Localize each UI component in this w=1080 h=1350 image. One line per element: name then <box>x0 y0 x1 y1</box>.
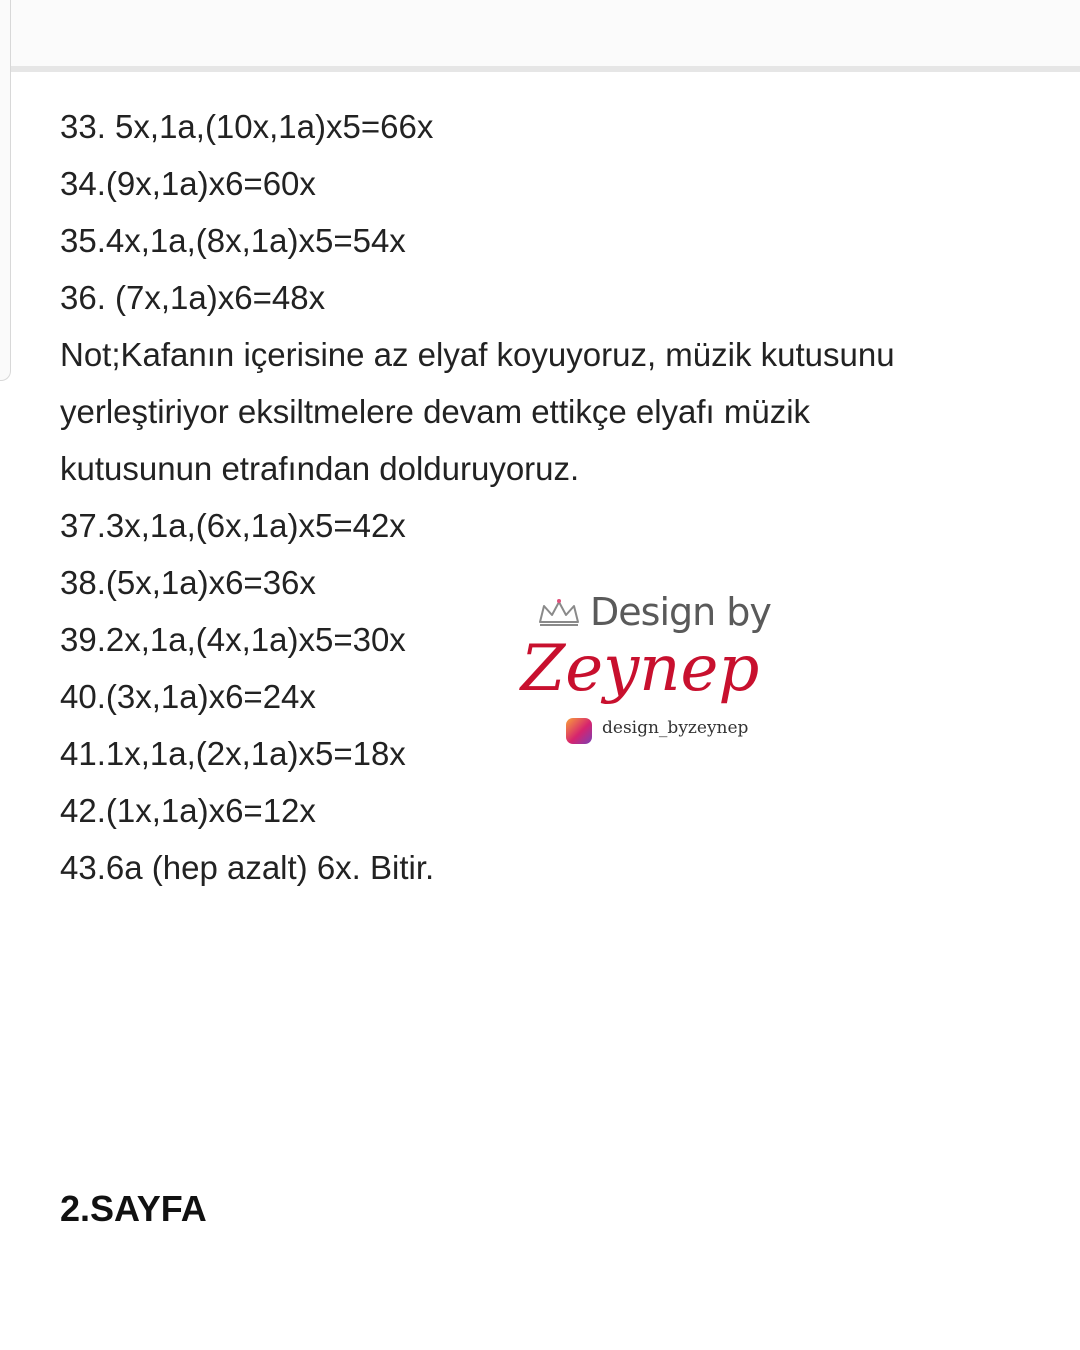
pattern-line: 41.1x,1a,(2x,1a)x5=18x <box>60 735 406 772</box>
note-line: yerleştiriyor eksiltmelere devam ettikçe elyafı müzik <box>60 393 811 430</box>
top-bar <box>0 0 1080 66</box>
pattern-line: 40.(3x,1a)x6=24x <box>60 678 316 715</box>
left-edge-panel <box>0 0 11 381</box>
page-label: 2.SAYFA <box>60 1188 207 1229</box>
watermark-logo <box>510 590 780 750</box>
pattern-line: 43.6a (hep azalt) 6x. Bitir. <box>60 849 435 886</box>
note-line: kutusunun etrafından dolduruyoruz. <box>60 450 580 487</box>
top-divider <box>0 66 1080 72</box>
instagram-icon <box>566 718 592 744</box>
pattern-line: 34.(9x,1a)x6=60x <box>60 165 316 202</box>
pattern-line: 33. 5x,1a,(10x,1a)x5=66x <box>60 108 434 145</box>
watermark-prefix: Design by <box>590 590 771 634</box>
svg-text:Zeynep: Zeynep <box>520 632 760 706</box>
pattern-line: 38.(5x,1a)x6=36x <box>60 564 316 601</box>
pattern-line: 42.(1x,1a)x6=12x <box>60 792 316 829</box>
pattern-line: 35.4x,1a,(8x,1a)x5=54x <box>60 222 406 259</box>
note-line: Not;Kafanın içerisine az elyaf koyuyoruz, müzik kutusunu <box>60 336 895 373</box>
watermark-handle: design_byzeynep <box>602 718 749 738</box>
pattern-text <box>60 98 1020 896</box>
pattern-line: 36. (7x,1a)x6=48x <box>60 279 326 316</box>
pattern-line: 37.3x,1a,(6x,1a)x5=42x <box>60 507 406 544</box>
watermark-name <box>510 618 780 708</box>
pattern-line: 39.2x,1a,(4x,1a)x5=30x <box>60 621 406 658</box>
